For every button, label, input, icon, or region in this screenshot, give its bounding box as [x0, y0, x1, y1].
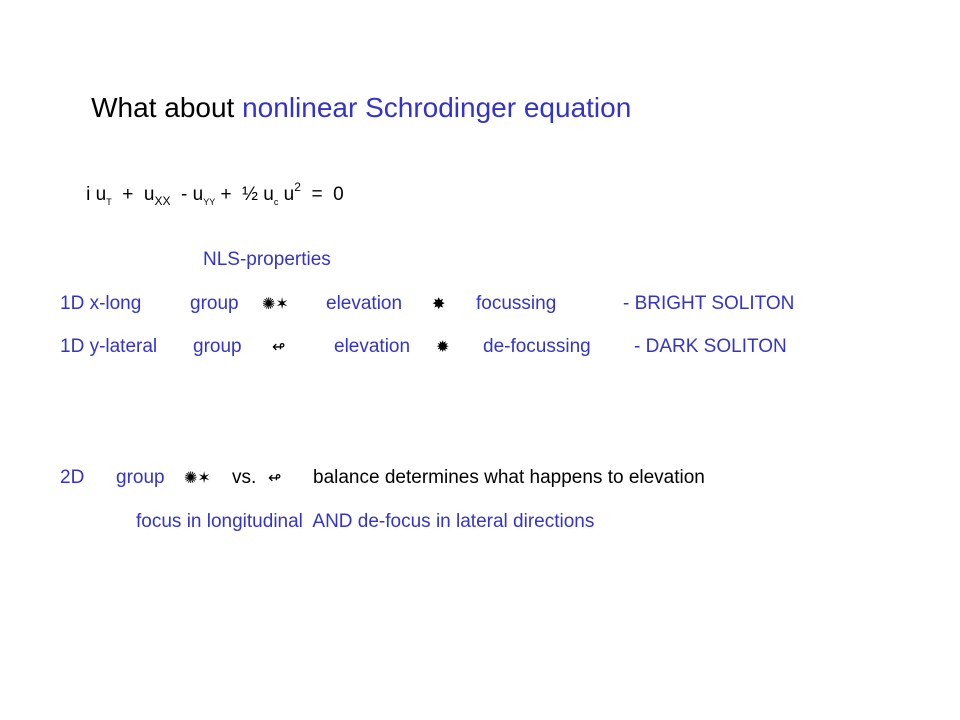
eq-sub-c: c [273, 197, 279, 207]
row-x-label: 1D x-long [60, 293, 142, 314]
eq-sub-yy: YY [203, 197, 216, 207]
eq-u: u [278, 184, 295, 205]
eq-i: i u [86, 184, 107, 205]
arrow-loop-icon: ↫ [272, 337, 286, 356]
eq-equals: = 0 [300, 184, 344, 205]
row-2d-group: group [116, 467, 165, 488]
row-y-result: - DARK SOLITON [634, 336, 787, 357]
star-icon: ✸ [432, 294, 446, 313]
title-highlight: nonlinear Schrodinger equation [242, 92, 632, 123]
row-2d-subtext: focus in longitudinal AND de-focus in lateral directions [136, 511, 595, 532]
star-burst-icon-2d: ✺✶ [184, 468, 211, 487]
row-2d-label: 2D [60, 467, 85, 488]
eq-sub-xx: XX [154, 194, 171, 208]
row-2d-vs: vs. [232, 467, 257, 488]
nls-equation [65, 162, 344, 226]
row-y-group: group [193, 336, 242, 357]
eq-sup-2: 2 [294, 180, 301, 194]
star-burst-icon: ✺✶ [262, 294, 289, 313]
row-x-group: group [190, 293, 239, 314]
row-y-behavior: de-focussing [483, 336, 591, 357]
eq-plus1: + u [111, 184, 155, 205]
row-x-result: - BRIGHT SOLITON [623, 293, 795, 314]
row-x-behavior: focussing [476, 293, 557, 314]
arrow-loop-icon-2d: ↫ [268, 468, 282, 487]
row-y-label: 1D y-lateral [60, 336, 158, 357]
nls-properties-heading: NLS-properties [203, 249, 331, 270]
eq-minus: - u [170, 184, 204, 205]
slide-title [60, 66, 631, 150]
eq-plus2: + ½ u [215, 184, 274, 205]
eq-sub-t: T [106, 197, 112, 207]
row-2d-text: balance determines what happens to elevation [313, 467, 705, 488]
row-y-elevation: elevation [334, 336, 411, 357]
title-prefix: What about [91, 92, 243, 123]
row-x-elevation: elevation [326, 293, 403, 314]
sparkle-icon: ✹ [436, 337, 450, 356]
